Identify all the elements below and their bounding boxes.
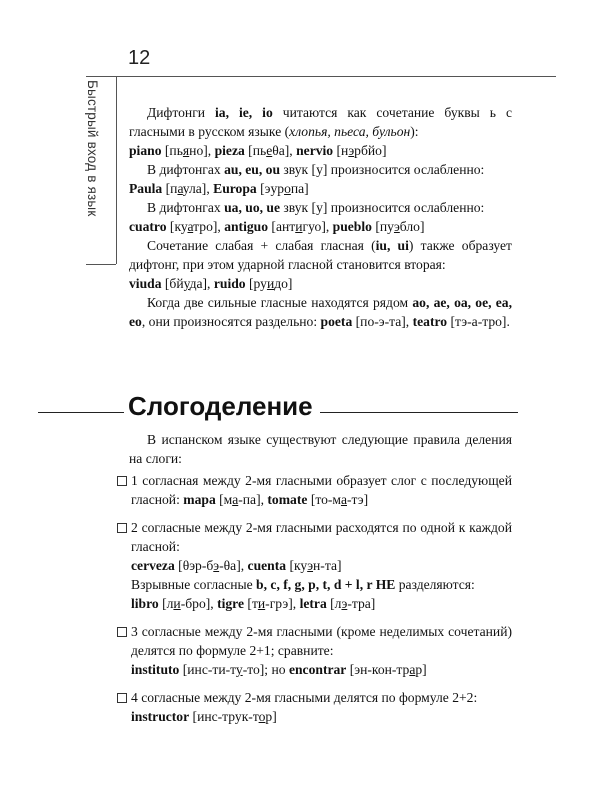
text-run: но], xyxy=(189,143,215,158)
text-run: да], xyxy=(189,276,214,291)
bold-term: iu, ui xyxy=(375,238,409,253)
text-run: р] xyxy=(415,662,427,677)
rule-body xyxy=(131,471,512,509)
text-run: [инс-ти-т xyxy=(179,662,236,677)
text-run: [ку xyxy=(286,558,308,573)
text-run: Дифтонги xyxy=(147,105,216,120)
checkbox-bullet-icon xyxy=(117,693,127,703)
text-run: [пу xyxy=(371,219,394,234)
text-run: [п xyxy=(162,181,178,196)
running-header: Быстрый вход в язык xyxy=(85,80,100,217)
header-rule-top xyxy=(86,76,556,77)
heading-rule-right xyxy=(320,412,518,413)
rule-text: 4 согласные между 2-мя гласными делятся по формуле 2+2: xyxy=(131,690,478,705)
example-word: pieza xyxy=(214,143,245,158)
stressed-vowel: а xyxy=(187,219,194,234)
rule-body xyxy=(131,622,512,679)
text-run: читаются как сочетание буквы ь с гласными в русском языке ( xyxy=(129,105,512,139)
checkbox-bullet-icon xyxy=(117,523,127,533)
text-run: [инс-трук-т xyxy=(189,709,259,724)
example-word: pueblo xyxy=(332,219,372,234)
stressed-vowel: а xyxy=(340,492,347,507)
syllable-rules-list xyxy=(117,471,512,735)
examples-au-eu-ou xyxy=(129,179,512,198)
text-run: -тра] xyxy=(347,596,376,611)
example-word: Paula xyxy=(129,181,163,196)
example-word: letra xyxy=(299,596,327,611)
text-run: [т xyxy=(244,596,258,611)
text-run: , они произносятся раздельно: xyxy=(141,314,321,329)
rule-text: 3 согласные между 2-мя гласными (кроме неделимых сочетаний) делятся по формуле 2+1; сравните: xyxy=(131,624,512,658)
text-run: до] xyxy=(274,276,293,291)
example-word: poeta xyxy=(320,314,353,329)
text-run: [ант xyxy=(268,219,296,234)
bold-term: ao, ae, oa, oe, ea, eo xyxy=(129,295,512,329)
text-run: Сочетание слабая + слабая гласная ( xyxy=(147,238,376,253)
example-word: ruido xyxy=(213,276,246,291)
paragraph-weak-weak-diphthong xyxy=(129,236,512,274)
example-word: teatro xyxy=(412,314,448,329)
rule-body xyxy=(131,688,512,726)
example-word: piano xyxy=(129,143,162,158)
rule-examples xyxy=(131,594,512,613)
example-word: viuda xyxy=(129,276,162,291)
example-word: cerveza xyxy=(131,558,175,573)
page-number: 12 xyxy=(128,47,151,69)
stressed-vowel: э xyxy=(348,143,355,158)
paragraph-diphthongs-ia-ie-io xyxy=(129,103,512,141)
example-word: nervio xyxy=(296,143,334,158)
example-word: cuenta xyxy=(247,558,287,573)
text-run: звук [у] произносится ослабленно: xyxy=(280,162,485,177)
text-run: В дифтонгах xyxy=(147,162,225,177)
text-run: [по-э-та], xyxy=(352,314,413,329)
checkbox-bullet-icon xyxy=(117,476,127,486)
text-run: -θа], xyxy=(219,558,248,573)
text-run: [ру xyxy=(245,276,267,291)
stressed-vowel: е xyxy=(266,143,273,158)
rule-text: 2 согласные между 2-мя гласными расходятся по одной к каждой гласной: xyxy=(131,520,512,554)
stressed-vowel: и xyxy=(295,219,303,234)
text-run: -грэ], xyxy=(265,596,300,611)
stressed-vowel: а xyxy=(232,492,239,507)
rule-item xyxy=(117,518,512,613)
example-word: mapa xyxy=(183,492,216,507)
bold-term: ua, uo, ue xyxy=(224,200,281,215)
stressed-vowel: э xyxy=(307,558,314,573)
stressed-vowel: о xyxy=(258,709,266,724)
text-run: [θэр-б xyxy=(174,558,214,573)
examples-ia-ie-io xyxy=(129,141,512,160)
stressed-vowel: а xyxy=(409,662,416,677)
rule-item xyxy=(117,622,512,679)
rule-item xyxy=(117,688,512,726)
heading-rule-left xyxy=(38,412,124,413)
rule-note xyxy=(131,575,512,594)
stressed-vowel: у xyxy=(235,662,243,677)
text-run: -то]; но xyxy=(242,662,289,677)
examples-ua-uo-ue xyxy=(129,217,512,236)
example-word: Europa xyxy=(213,181,257,196)
bold-term: au, eu, ou xyxy=(224,162,281,177)
text-run: звук [у] произносится ослабленно: xyxy=(280,200,485,215)
text-run: [м xyxy=(215,492,233,507)
header-rule-bottom xyxy=(86,264,116,265)
example-word: encontrar xyxy=(288,662,347,677)
stressed-vowel: у xyxy=(183,276,190,291)
rule-examples xyxy=(131,660,512,679)
text-run: [л xyxy=(158,596,174,611)
checkbox-bullet-icon xyxy=(117,627,127,637)
example-word: tomate xyxy=(267,492,308,507)
italic-examples: хлопья, пьеса, бульон xyxy=(289,124,411,139)
stressed-vowel: э xyxy=(341,596,348,611)
text-run: [эн-кон-тр xyxy=(346,662,410,677)
text-run: -па], xyxy=(238,492,268,507)
stressed-vowel: э xyxy=(393,219,400,234)
stressed-vowel: а xyxy=(177,181,183,196)
diphthong-text-block xyxy=(129,103,512,331)
text-run: р] xyxy=(265,709,277,724)
stressed-vowel: о xyxy=(284,181,291,196)
text-run: разделяются: xyxy=(395,577,475,592)
example-word: instituto xyxy=(131,662,180,677)
stressed-vowel: я xyxy=(182,143,190,158)
text-run: рбйо] xyxy=(354,143,387,158)
text-run: -бро], xyxy=(180,596,218,611)
text-run: [эур xyxy=(256,181,285,196)
text-run: бло] xyxy=(399,219,425,234)
section-heading-row xyxy=(38,388,522,428)
text-run: [тэ-а-тро]. xyxy=(447,314,510,329)
text-run: [л xyxy=(326,596,342,611)
stressed-vowel: э xyxy=(213,558,220,573)
syllable-rules-intro: В испанском языке существуют следующие правила деления на слоги: xyxy=(129,432,512,466)
rule-item xyxy=(117,471,512,509)
text-run: ула], xyxy=(182,181,214,196)
header-rule-vertical xyxy=(116,76,117,264)
text-run: 1 согласная между 2-мя гласными образует слог с последующей гласной: xyxy=(131,473,512,507)
rule-text xyxy=(131,471,512,509)
section-heading: Слогоделение xyxy=(128,391,313,421)
example-word: cuatro xyxy=(129,219,167,234)
bold-term: b, c, f, g, p, t, d + l, r НЕ xyxy=(256,577,396,592)
examples-iu-ui xyxy=(129,274,512,293)
example-word: tigre xyxy=(217,596,245,611)
text-run: [ку xyxy=(166,219,188,234)
text-run: па] xyxy=(290,181,309,196)
text-run: тро], xyxy=(193,219,225,234)
text-run: [пь xyxy=(161,143,183,158)
rule-body xyxy=(131,518,512,613)
bold-term: ia, ie, io xyxy=(215,105,273,120)
text-run: Взрывные согласные xyxy=(131,577,257,592)
text-run: н-та] xyxy=(313,558,342,573)
stressed-vowel: и xyxy=(173,596,181,611)
text-run: ): xyxy=(410,124,419,139)
paragraph-diphthongs-ua-uo-ue xyxy=(129,198,512,217)
text-run: [бй xyxy=(161,276,184,291)
text-run: В дифтонгах xyxy=(147,200,225,215)
example-word: instructor xyxy=(131,709,190,724)
text-run: [н xyxy=(333,143,349,158)
paragraph-diphthongs-au-eu-ou xyxy=(129,160,512,179)
stressed-vowel: и xyxy=(257,596,266,611)
rule-examples xyxy=(131,707,512,726)
text-run: θа], xyxy=(272,143,297,158)
example-word: libro xyxy=(131,596,159,611)
stressed-vowel: и xyxy=(266,276,275,291)
text-run: ) также образует дифтонг, при этом ударной гласной становится вторая: xyxy=(129,238,512,272)
text-run: [пь xyxy=(244,143,267,158)
rule-examples xyxy=(131,556,512,575)
text-run: [то-м xyxy=(307,492,341,507)
paragraph-strong-vowels xyxy=(129,293,512,331)
text-run: -тэ] xyxy=(347,492,369,507)
text-run: Когда две сильные гласные находятся рядом xyxy=(147,295,413,310)
text-run: гуо], xyxy=(302,219,333,234)
example-word: antiguo xyxy=(224,219,269,234)
